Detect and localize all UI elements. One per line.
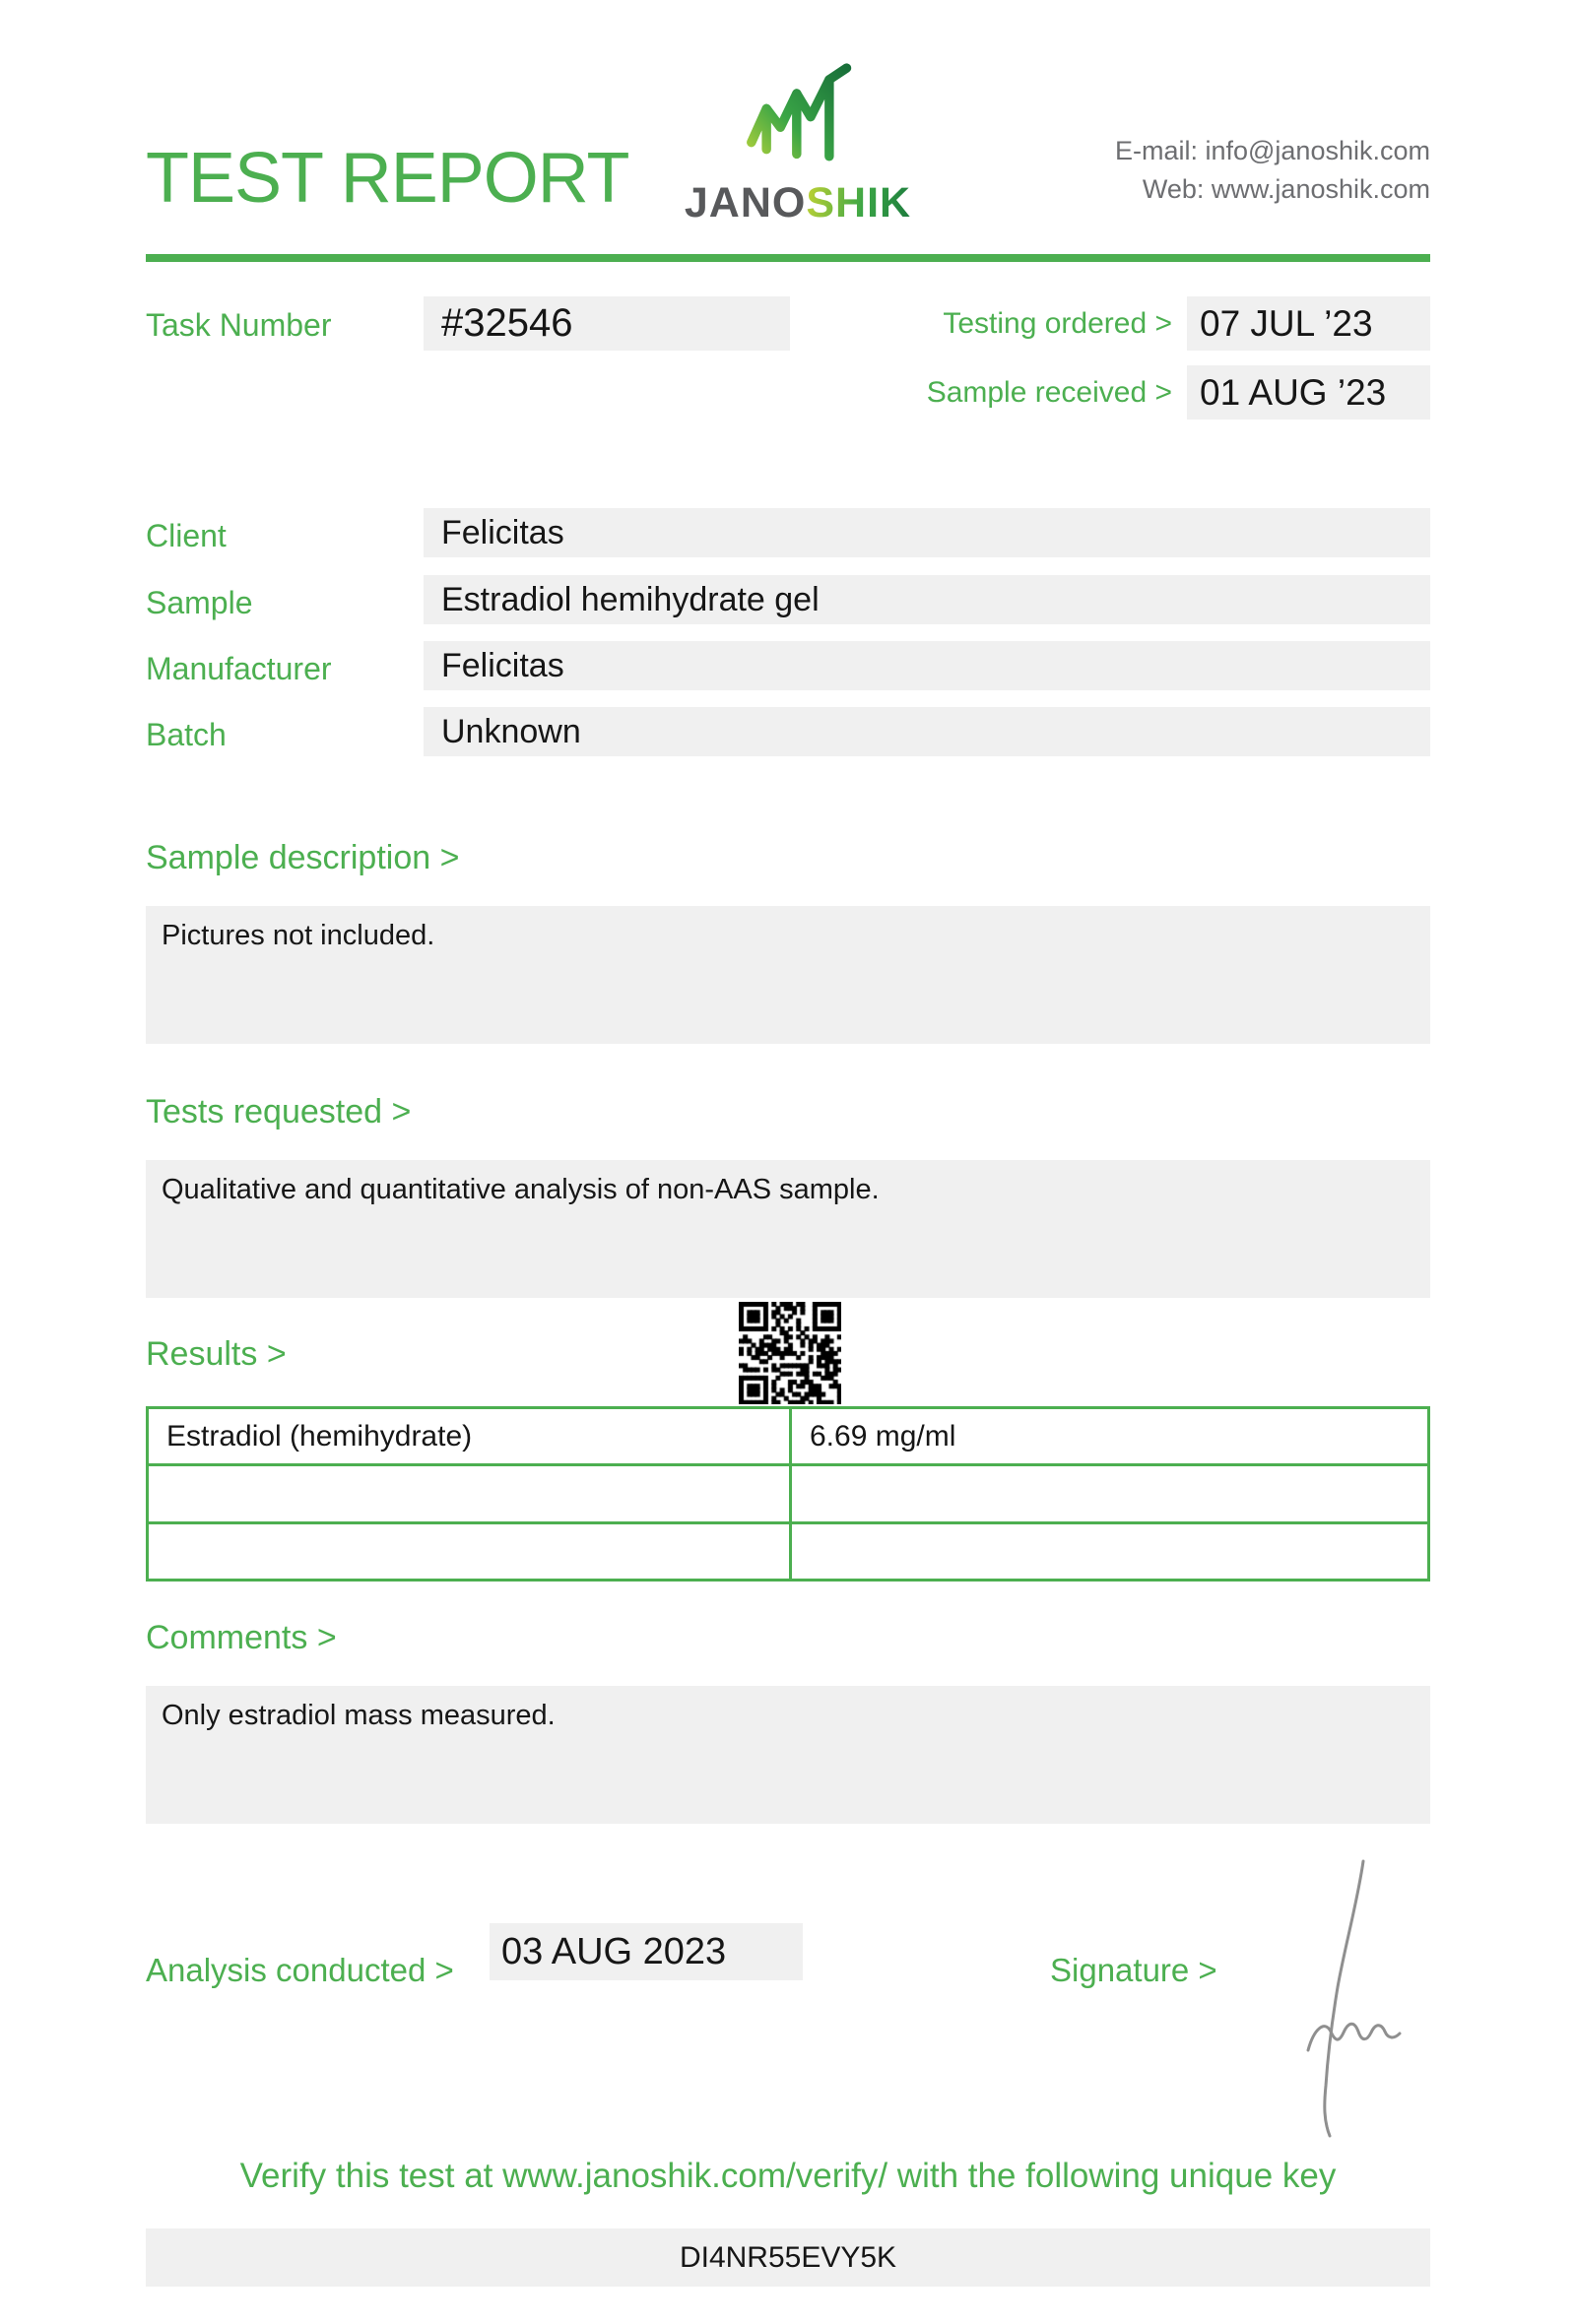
janoshik-logo: [673, 61, 923, 227]
page-title: TEST REPORT: [146, 139, 629, 218]
comments-box: Only estradiol mass measured.: [146, 1686, 1430, 1824]
unique-key-value: DI4NR55EVY5K: [146, 2228, 1430, 2287]
analysis-conducted-label: Analysis conducted >: [146, 1952, 454, 1988]
tests-requested-heading: Tests requested >: [146, 1093, 412, 1130]
result-analyte-cell: Estradiol (hemihydrate): [149, 1409, 789, 1463]
task-number-value: #32546: [424, 296, 790, 351]
client-label: Client: [146, 518, 227, 553]
results-table: [146, 1406, 1430, 1582]
sample-description-heading: Sample description >: [146, 839, 460, 876]
sample-received-label: Sample received >: [926, 376, 1172, 409]
sample-label: Sample: [146, 585, 253, 620]
header-divider: [146, 254, 1430, 262]
results-heading: Results >: [146, 1335, 287, 1373]
result-value-cell: 6.69 mg/ml: [792, 1409, 1427, 1463]
testing-ordered-date: 07 JUL ’23: [1187, 296, 1430, 351]
manufacturer-value: Felicitas: [424, 641, 1430, 690]
contact-block: [1115, 132, 1430, 209]
signature-image: [1243, 1853, 1418, 2141]
task-number-label: Task Number: [146, 307, 332, 343]
email-line: E-mail: info@janoshik.com: [1114, 136, 1430, 165]
result-analyte-cell: [149, 1466, 789, 1520]
result-analyte-cell: [149, 1524, 789, 1579]
web-line: Web: www.janoshik.com: [1142, 174, 1430, 204]
testing-ordered-label: Testing ordered >: [943, 307, 1172, 340]
comments-heading: Comments >: [146, 1619, 337, 1656]
analysis-conducted-date: 03 AUG 2023: [490, 1923, 803, 1980]
logo-word-jano: JANO: [684, 179, 807, 226]
logo-word-shik: SHIK: [806, 179, 912, 226]
sample-description-box: Pictures not included.: [146, 906, 1430, 1044]
manufacturer-label: Manufacturer: [146, 651, 332, 686]
logo-wordmark: [673, 179, 923, 227]
sample-value: Estradiol hemihydrate gel: [424, 575, 1430, 624]
tests-requested-box: Qualitative and quantitative analysis of non-AAS sample.: [146, 1160, 1430, 1298]
qr-code: [739, 1302, 841, 1404]
result-value-cell: [792, 1524, 1427, 1579]
batch-label: Batch: [146, 717, 227, 752]
signature-label: Signature >: [1050, 1952, 1217, 1988]
verify-instruction: Verify this test at www.janoshik.com/verify/ with the following unique key: [239, 2157, 1337, 2195]
sample-received-date: 01 AUG ’23: [1187, 365, 1430, 420]
batch-value: Unknown: [424, 707, 1430, 756]
result-value-cell: [792, 1466, 1427, 1520]
client-value: Felicitas: [424, 508, 1430, 557]
chart-growth-icon: [740, 61, 856, 177]
